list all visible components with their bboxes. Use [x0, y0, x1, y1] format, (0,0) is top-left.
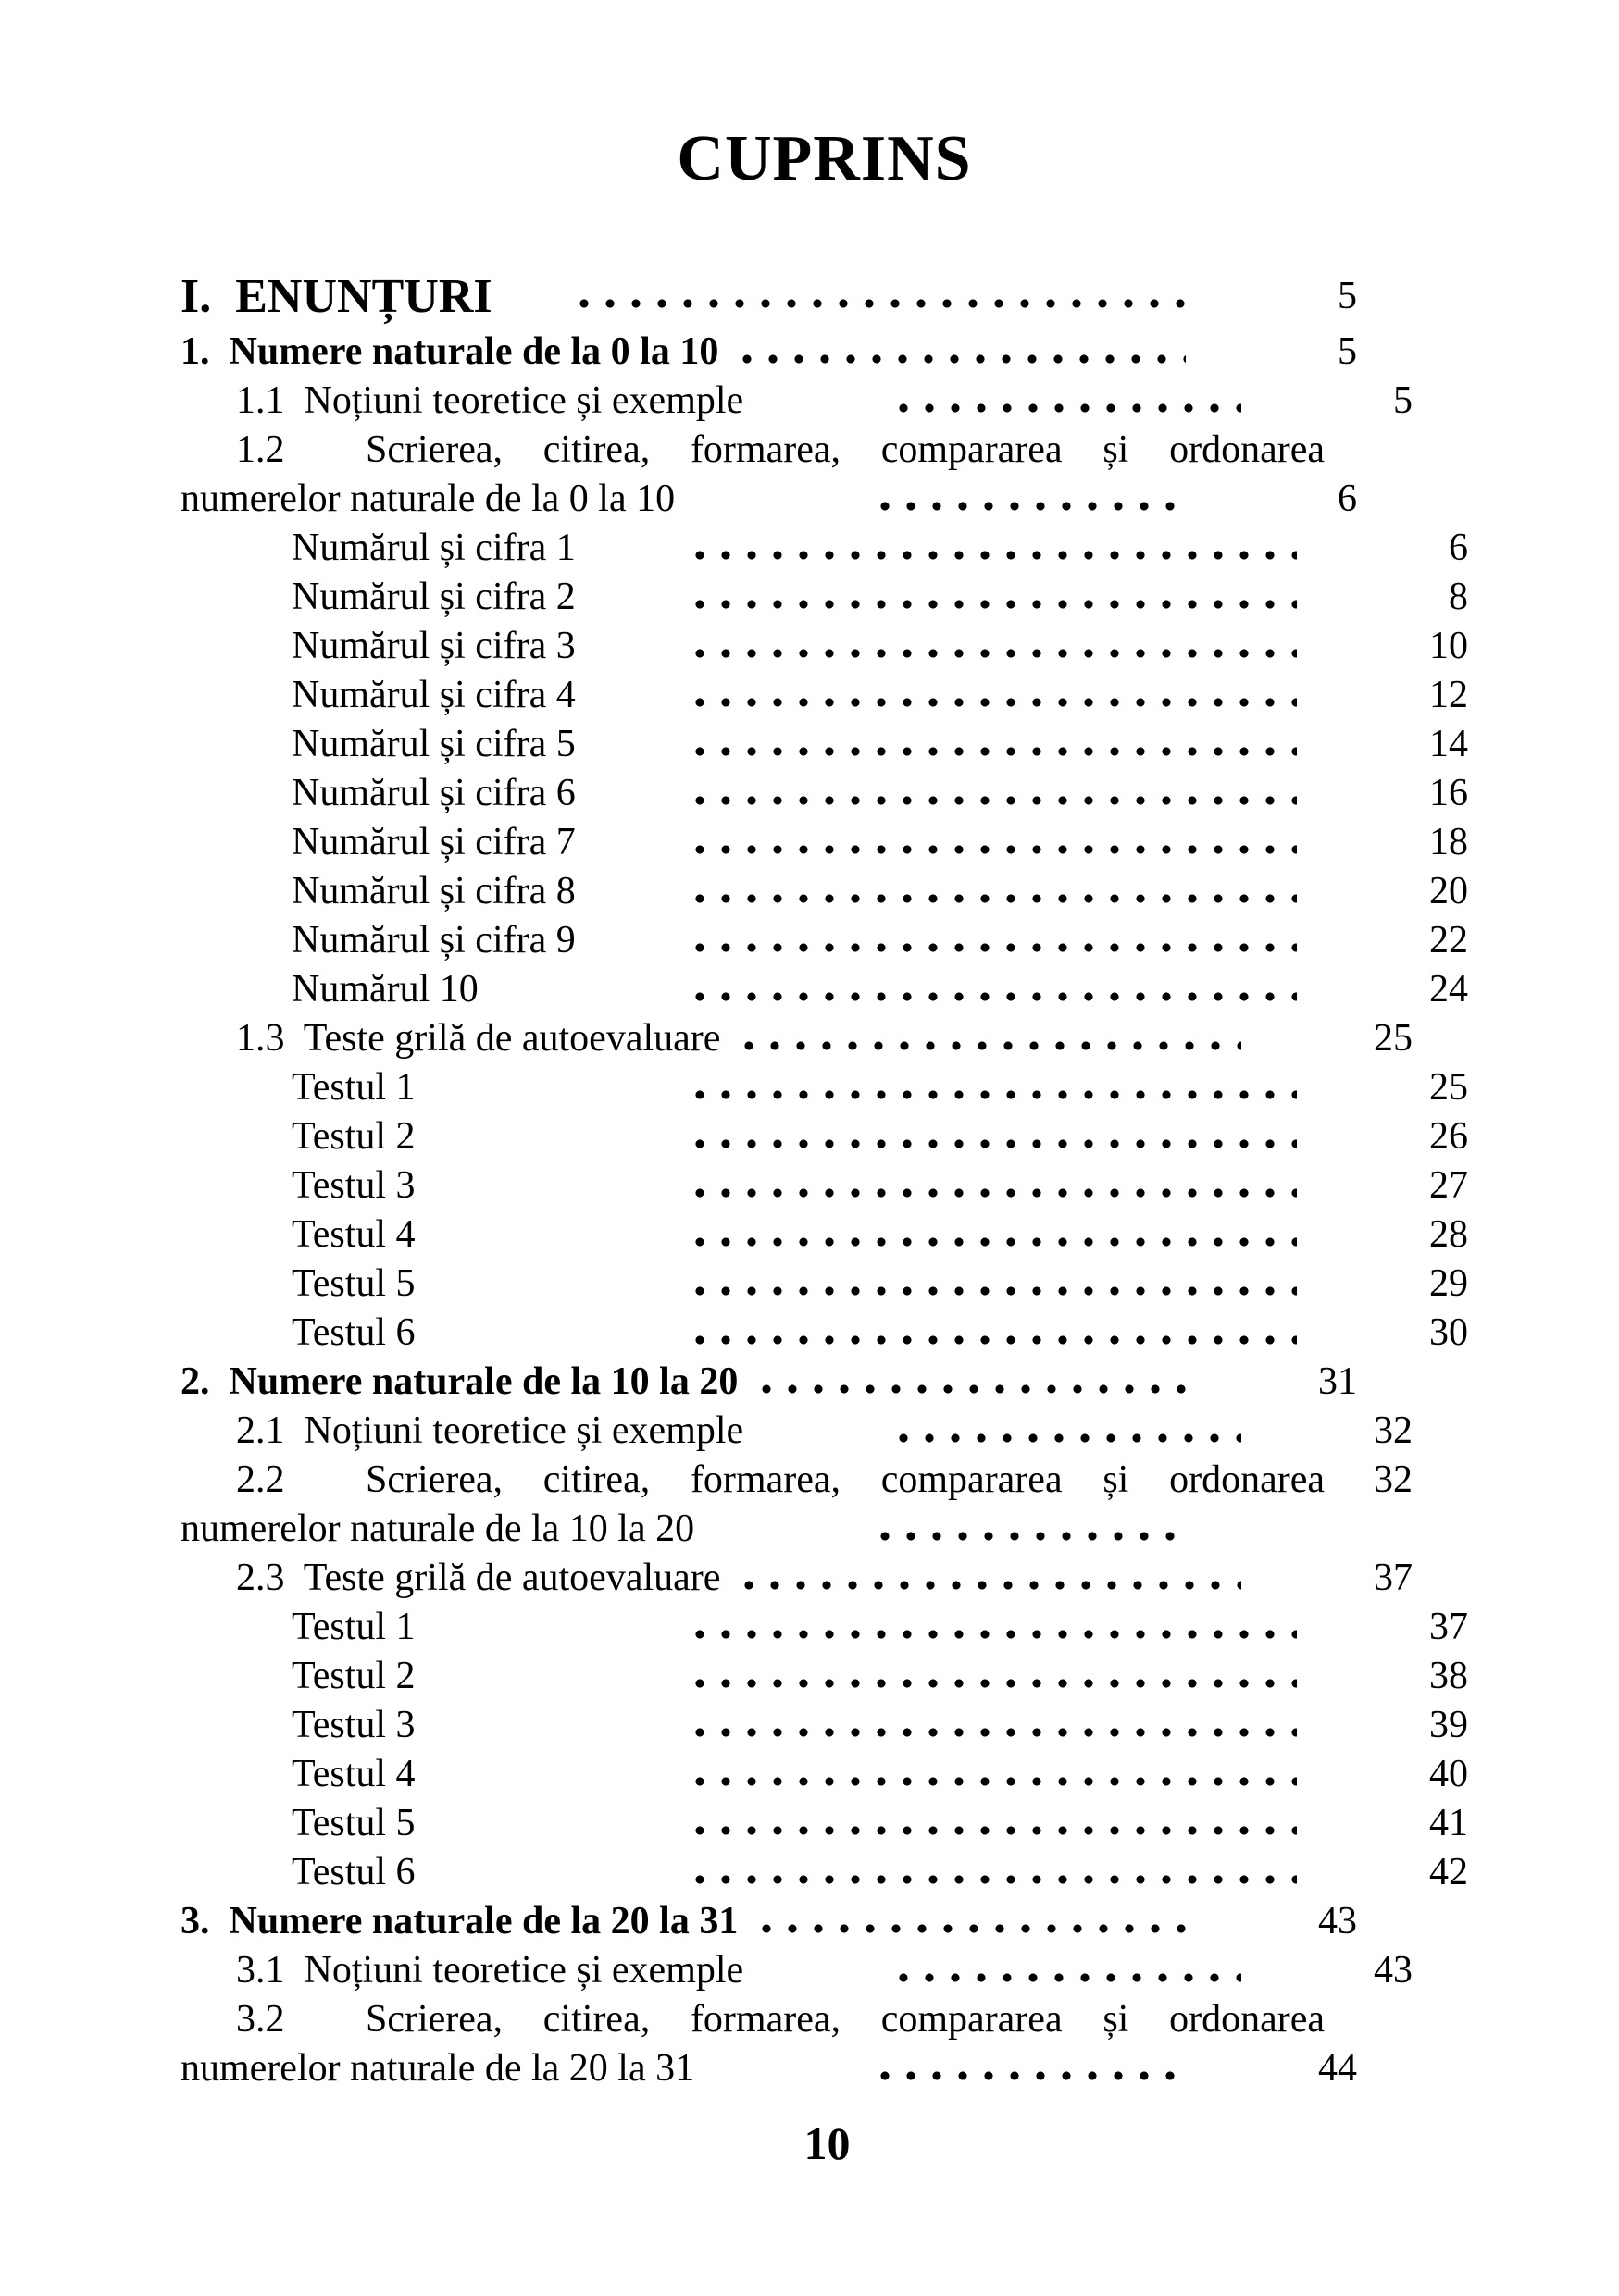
toc-entry-label: Numărul și cifra 6 [292, 772, 576, 814]
toc-entry-label: Numărul și cifra 5 [292, 723, 576, 765]
toc-leader-dots [694, 1210, 1297, 1260]
toc-leader-dots [694, 622, 1297, 671]
toc-entry [292, 1260, 1468, 1309]
toc-entry [292, 1309, 1468, 1358]
toc-page-number: 14 [1429, 723, 1468, 765]
toc-page-number: 26 [1429, 1115, 1468, 1158]
toc-page-number: 5 [1338, 275, 1357, 317]
toc-entry [292, 1848, 1468, 1897]
toc-entry [292, 671, 1468, 720]
toc-entry-label: Testul 2 [292, 1655, 416, 1697]
toc-leader-dots [694, 573, 1297, 622]
toc-leader-dots [694, 671, 1297, 720]
toc-leader-dots [694, 1260, 1297, 1309]
toc-page-number: 20 [1429, 870, 1468, 912]
toc-entry [236, 1456, 1413, 1505]
toc-leader-dots [694, 1161, 1297, 1210]
toc-entry-label: Testul 1 [292, 1606, 416, 1648]
toc-leader-dots [579, 272, 1186, 321]
toc-entry [292, 965, 1468, 1014]
toc-entry-label: Testul 3 [292, 1704, 416, 1746]
toc-leader-dots [743, 1014, 1241, 1063]
toc-entry-label: 2. Numere naturale de la 10 la 20 [181, 1360, 739, 1403]
toc-leader-dots [741, 328, 1186, 377]
toc-leader-dots [898, 1946, 1241, 1995]
toc-entry-label: numerelor naturale de la 0 la 10 [181, 478, 676, 520]
toc-page-number: 37 [1374, 1557, 1413, 1599]
toc-leader-dots [879, 475, 1186, 524]
toc-entry [181, 475, 1357, 524]
toc-leader-dots [694, 1799, 1297, 1848]
toc-page-number: 12 [1429, 674, 1468, 716]
page-title: CUPRINS [677, 123, 972, 194]
toc-page-number [1325, 426, 1413, 475]
toc-entry-label: Numărul 10 [292, 968, 479, 1011]
toc-leader-dots [694, 818, 1297, 867]
toc-entry [236, 1554, 1413, 1603]
toc-page-number: 24 [1429, 968, 1468, 1011]
toc-page-number: 42 [1429, 1851, 1468, 1893]
toc-page-number: 5 [1393, 379, 1413, 422]
toc-leader-dots [694, 916, 1297, 965]
toc-entry [292, 1210, 1468, 1260]
toc-page-number: 43 [1374, 1949, 1413, 1992]
toc-entry [181, 272, 1357, 321]
toc-entry-label: 2.2 Scrierea, citirea, formarea, compararea și ordonarea [236, 1458, 1325, 1501]
toc-page-number: 32 [1374, 1458, 1413, 1501]
toc-entry [181, 1358, 1357, 1407]
toc-entry [292, 916, 1468, 965]
toc-entry-label: Testul 1 [292, 1066, 416, 1109]
toc-entry [236, 377, 1413, 426]
toc-leader-dots [694, 720, 1297, 769]
toc-page-number: 6 [1338, 478, 1357, 520]
toc-entry [292, 1750, 1468, 1799]
toc-leader-dots [694, 1063, 1297, 1112]
toc-entry-label: Testul 6 [292, 1311, 416, 1354]
toc-leader-dots [694, 524, 1297, 573]
toc-page-number: 18 [1429, 821, 1468, 863]
toc-entry-label: numerelor naturale de la 20 la 31 [181, 2047, 695, 2090]
toc-leader-dots [694, 867, 1297, 916]
toc [181, 270, 1468, 2093]
toc-page-number: 6 [1449, 527, 1468, 569]
toc-page-number: 30 [1429, 1311, 1468, 1354]
toc-entry-label: Testul 6 [292, 1851, 416, 1893]
toc-page-number: 39 [1429, 1704, 1468, 1746]
toc-entry-label: Testul 4 [292, 1753, 416, 1795]
toc-entry [292, 720, 1468, 769]
toc-entry [292, 1799, 1468, 1848]
toc-entry [292, 1161, 1468, 1210]
toc-entry-label: Testul 5 [292, 1802, 416, 1844]
toc-entry [181, 1897, 1357, 1946]
toc-page-number: 22 [1429, 919, 1468, 962]
toc-entry-label: 3.2 Scrierea, citirea, formarea, compararea și ordonarea [236, 1998, 1325, 2041]
toc-entry [292, 1112, 1468, 1161]
toc-page-number [1325, 1995, 1413, 2044]
toc-leader-dots [898, 377, 1241, 426]
toc-entry [292, 524, 1468, 573]
toc-entry [236, 1407, 1413, 1456]
toc-leader-dots [694, 1309, 1297, 1358]
toc-leader-dots [694, 965, 1297, 1014]
toc-page-number: 37 [1429, 1606, 1468, 1648]
toc-entry [292, 573, 1468, 622]
toc-leader-dots [694, 1603, 1297, 1652]
toc-leader-dots [879, 1505, 1186, 1554]
toc-entry-label: 2.3 Teste grilă de autoevaluare [236, 1557, 721, 1599]
toc-entry-label: Testul 4 [292, 1213, 416, 1256]
toc-entry [292, 867, 1468, 916]
toc-page-number: 40 [1429, 1753, 1468, 1795]
toc-entry-label: 3. Numere naturale de la 20 la 31 [181, 1900, 739, 1942]
toc-leader-dots [694, 1848, 1297, 1897]
toc-entry [236, 426, 1413, 475]
toc-page-number: 27 [1429, 1164, 1468, 1207]
toc-entry [292, 1603, 1468, 1652]
toc-entry-label: I. ENUNȚURI [181, 270, 492, 323]
page-footer-number: 10 [803, 2117, 851, 2169]
toc-entry [181, 328, 1357, 377]
toc-page-number: 29 [1429, 1262, 1468, 1305]
toc-entry [292, 1063, 1468, 1112]
toc-entry [292, 769, 1468, 818]
toc-entry-label: numerelor naturale de la 10 la 20 [181, 1508, 695, 1550]
toc-entry [292, 1652, 1468, 1701]
toc-page-number: 16 [1429, 772, 1468, 814]
toc-entry [236, 1995, 1413, 2044]
toc-page-number: 8 [1449, 576, 1468, 618]
toc-entry-label: Testul 3 [292, 1164, 416, 1207]
toc-page-number: 32 [1374, 1409, 1413, 1452]
toc-entry-label: 1.2 Scrierea, citirea, formarea, compararea și ordonarea [236, 428, 1325, 471]
toc-entry-label: Testul 2 [292, 1115, 416, 1158]
toc-leader-dots [879, 2044, 1186, 2093]
toc-page-number: 25 [1374, 1017, 1413, 1060]
toc-leader-dots [761, 1358, 1186, 1407]
toc-leader-dots [694, 1701, 1297, 1750]
toc-leader-dots [694, 1652, 1297, 1701]
toc-page-number: 25 [1429, 1066, 1468, 1109]
toc-leader-dots [694, 1750, 1297, 1799]
toc-entry-label: Testul 5 [292, 1262, 416, 1305]
toc-leader-dots [898, 1407, 1241, 1456]
toc-entry-label: 3.1 Noțiuni teoretice și exemple [236, 1949, 744, 1992]
toc-entry-label: Numărul și cifra 2 [292, 576, 576, 618]
toc-entry-label: Numărul și cifra 8 [292, 870, 576, 912]
toc-entry-label: 1. Numere naturale de la 0 la 10 [181, 330, 719, 373]
toc-entry [181, 1505, 1357, 1554]
toc-entry-label: 2.1 Noțiuni teoretice și exemple [236, 1409, 744, 1452]
toc-leader-dots [694, 769, 1297, 818]
toc-page-number: 44 [1318, 2047, 1357, 2090]
toc-entry [292, 818, 1468, 867]
toc-page-number: 41 [1429, 1802, 1468, 1844]
toc-page-number [1269, 1505, 1357, 1554]
toc-leader-dots [743, 1554, 1241, 1603]
toc-entry [236, 1014, 1413, 1063]
toc-entry [292, 1701, 1468, 1750]
toc-leader-dots [694, 1112, 1297, 1161]
toc-page-number: 10 [1429, 625, 1468, 667]
toc-entry-label: Numărul și cifra 9 [292, 919, 576, 962]
toc-page-number: 31 [1318, 1360, 1357, 1403]
toc-entry [181, 2044, 1357, 2093]
toc-entry [292, 622, 1468, 671]
toc-leader-dots [761, 1897, 1186, 1946]
toc-page-number: 43 [1318, 1900, 1357, 1942]
toc-entry [236, 1946, 1413, 1995]
toc-entry-label: Numărul și cifra 7 [292, 821, 576, 863]
toc-page-number: 28 [1429, 1213, 1468, 1256]
toc-page-number: 38 [1429, 1655, 1468, 1697]
toc-entry-label: 1.3 Teste grilă de autoevaluare [236, 1017, 721, 1060]
toc-entry-label: Numărul și cifra 1 [292, 527, 576, 569]
toc-entry-label: Numărul și cifra 4 [292, 674, 576, 716]
toc-entry-label: 1.1 Noțiuni teoretice și exemple [236, 379, 744, 422]
toc-page-number: 5 [1338, 330, 1357, 373]
toc-entry-label: Numărul și cifra 3 [292, 625, 576, 667]
